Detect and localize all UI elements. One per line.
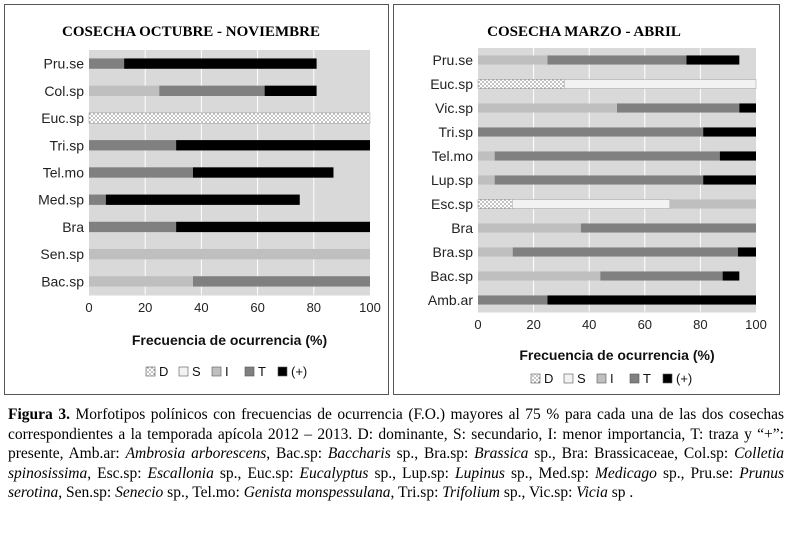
caption-taxon: Colletia spinosissima <box>8 445 785 482</box>
caption-taxon: Lupinus <box>454 464 505 482</box>
legend-swatch <box>564 374 573 383</box>
bar-segment <box>89 140 176 150</box>
y-category-label: Bac.sp <box>430 268 473 284</box>
bar-segment <box>159 86 264 96</box>
y-category-label: Med.sp <box>38 191 84 208</box>
chart-title: COSECHA MARZO - ABRIL <box>487 24 681 40</box>
bar-segment <box>687 55 740 64</box>
caption-text: sp., Tel.mo: <box>163 484 244 501</box>
caption-text: , Sen.sp: <box>58 484 116 501</box>
bar-segment <box>513 247 738 256</box>
bar-segment <box>89 276 193 286</box>
x-tick-label: 0 <box>85 300 93 315</box>
bar-segment <box>478 247 513 256</box>
caption-taxon: Escallonia <box>147 464 214 482</box>
y-category-label: Euc.sp <box>430 76 473 92</box>
x-tick-label: 80 <box>693 317 708 332</box>
caption-text: sp., Euc.sp: <box>213 464 300 482</box>
caption-taxon: Genista monspessulana <box>243 484 391 501</box>
legend-swatch <box>245 367 254 376</box>
x-tick-label: 20 <box>526 317 541 332</box>
legend-swatch <box>179 367 188 376</box>
legend-swatch <box>531 374 540 383</box>
bar-segment <box>124 58 316 68</box>
x-tick-label: 60 <box>637 317 653 332</box>
x-tick-label: 40 <box>581 317 597 332</box>
caption-text: , Bac.sp: <box>266 445 328 462</box>
caption-taxon: Ambrosia arborescens <box>125 445 267 462</box>
legend-label: S <box>192 364 201 379</box>
bar-segment <box>600 271 722 280</box>
bar-segment <box>478 103 617 112</box>
bar-segment <box>265 86 317 96</box>
bar-segment <box>617 103 739 112</box>
bar-segment <box>89 249 370 259</box>
legend-swatch <box>663 374 672 383</box>
legend-label: S <box>577 371 586 386</box>
bar-segment <box>513 199 670 208</box>
y-category-label: Euc.sp <box>41 110 84 127</box>
y-category-label: Lup.sp <box>430 172 473 188</box>
bar-segment <box>478 295 548 304</box>
legend-swatch <box>212 367 221 376</box>
y-category-label: Bra.sp <box>432 244 473 260</box>
bar-segment <box>703 175 756 184</box>
chart-title: COSECHA OCTUBRE - NOVIEMBRE <box>62 24 320 40</box>
y-category-label: Bra <box>451 220 473 236</box>
y-category-label: Tri.sp <box>49 137 84 154</box>
bar-segment <box>193 276 370 286</box>
bar-segment <box>548 295 757 304</box>
bar-segment <box>495 175 704 184</box>
y-category-label: Tel.mo <box>431 148 473 164</box>
chart-oct-nov <box>5 5 388 394</box>
x-tick-label: 100 <box>745 317 767 332</box>
bar-segment <box>478 199 513 208</box>
y-category-label: Pru.se <box>432 52 473 68</box>
bar-segment <box>106 195 300 205</box>
bar-segment <box>720 151 756 160</box>
bar-segment <box>176 140 370 150</box>
legend-swatch <box>630 374 639 383</box>
caption-taxon: Brassica <box>474 445 529 462</box>
y-category-label: Col.sp <box>44 82 84 99</box>
bar-segment <box>548 55 687 64</box>
y-category-label: Esc.sp <box>430 196 473 212</box>
y-category-label: Bac.sp <box>41 273 84 290</box>
legend-label: D <box>159 364 169 379</box>
y-category-label: Vic.sp <box>435 100 473 116</box>
caption-taxon: Trifolium <box>442 484 500 501</box>
x-tick-label: 100 <box>359 300 381 315</box>
x-axis-label: Frecuencia de ocurrencia (%) <box>131 332 328 348</box>
bar-segment <box>89 167 193 177</box>
chart-panel-left <box>4 4 389 395</box>
bar-segment <box>89 222 176 232</box>
x-tick-label: 80 <box>306 300 322 315</box>
x-tick-label: 20 <box>137 300 153 315</box>
bar-segment <box>703 127 756 136</box>
y-category-label: Pru.se <box>43 55 84 72</box>
bar-segment <box>478 271 600 280</box>
bar-segment <box>495 151 720 160</box>
caption-text: sp . <box>607 484 634 501</box>
caption-taxon: Senecio <box>115 484 164 501</box>
bar-segment <box>89 113 370 123</box>
figure-caption <box>8 405 784 503</box>
caption-taxon: Prunus serotina <box>8 464 784 501</box>
y-category-label: Tri.sp <box>438 124 473 140</box>
caption-taxon: Vicia <box>576 484 608 501</box>
caption-text: sp., Lup.sp: <box>368 464 455 482</box>
bar-segment <box>89 195 106 205</box>
x-tick-label: 40 <box>194 300 209 315</box>
x-axis-label: Frecuencia de ocurrencia (%) <box>519 347 715 363</box>
caption-text: sp., Bra: Brassicaceae, Col.sp: <box>528 445 735 462</box>
caption-text: sp., Bra.sp: <box>390 445 475 462</box>
chart-panel-right <box>393 4 780 395</box>
legend-swatch <box>597 374 606 383</box>
bar-segment <box>478 79 564 88</box>
caption-text: , Esc.sp: <box>87 464 148 482</box>
bar-segment <box>478 175 495 184</box>
bar-segment <box>670 199 756 208</box>
x-tick-label: 60 <box>250 300 265 315</box>
bar-segment <box>193 167 334 177</box>
legend-swatch <box>278 367 287 376</box>
caption-text: sp., Med.sp: <box>504 464 595 482</box>
bar-segment <box>738 247 756 256</box>
y-category-label: Tel.mo <box>42 164 84 181</box>
bar-segment <box>478 55 548 64</box>
caption-text: , Tri.sp: <box>390 484 443 501</box>
y-category-label: Sen.sp <box>40 246 84 263</box>
caption-taxon: Eucalyptus <box>299 464 369 482</box>
y-category-label: Bra <box>62 218 84 235</box>
bar-segment <box>723 271 740 280</box>
legend-label: (+) <box>291 364 308 379</box>
bar-segment <box>89 86 159 96</box>
y-category-label: Amb.ar <box>427 292 473 308</box>
caption-taxon: Medicago <box>594 464 657 482</box>
bar-segment <box>478 151 495 160</box>
legend-label: I <box>225 364 229 379</box>
chart-mar-abr <box>394 5 779 394</box>
bar-segment <box>89 58 124 68</box>
bar-segment <box>478 223 581 232</box>
x-tick-label: 0 <box>474 317 482 332</box>
legend-label: T <box>643 371 651 386</box>
legend-label: D <box>544 371 554 386</box>
caption-taxon: Baccharis <box>327 445 391 462</box>
legend-label: T <box>258 364 266 379</box>
bar-segment <box>478 127 703 136</box>
bar-segment <box>739 103 756 112</box>
caption-text: sp., Pru.se: <box>656 464 740 482</box>
bar-segment <box>581 223 756 232</box>
legend-label: I <box>610 371 614 386</box>
caption-text: Morfotipos polínicos con frecuencias de ocurrencia (F.O.) mayores al 75 % para cada una de las dos cosechas correspondientes a la temporada apícola 2012 – 2013. D: dominante, S: secundario, I: menor importancia, T: traza y “+”: presente, Amb.ar: <box>8 406 784 462</box>
legend-swatch <box>146 367 155 376</box>
bar-segment <box>176 222 370 232</box>
caption-text: sp., Vic.sp: <box>499 484 577 501</box>
bar-segment <box>564 79 756 88</box>
caption-label: Figura 3. <box>8 406 70 423</box>
legend-label: (+) <box>676 371 693 386</box>
